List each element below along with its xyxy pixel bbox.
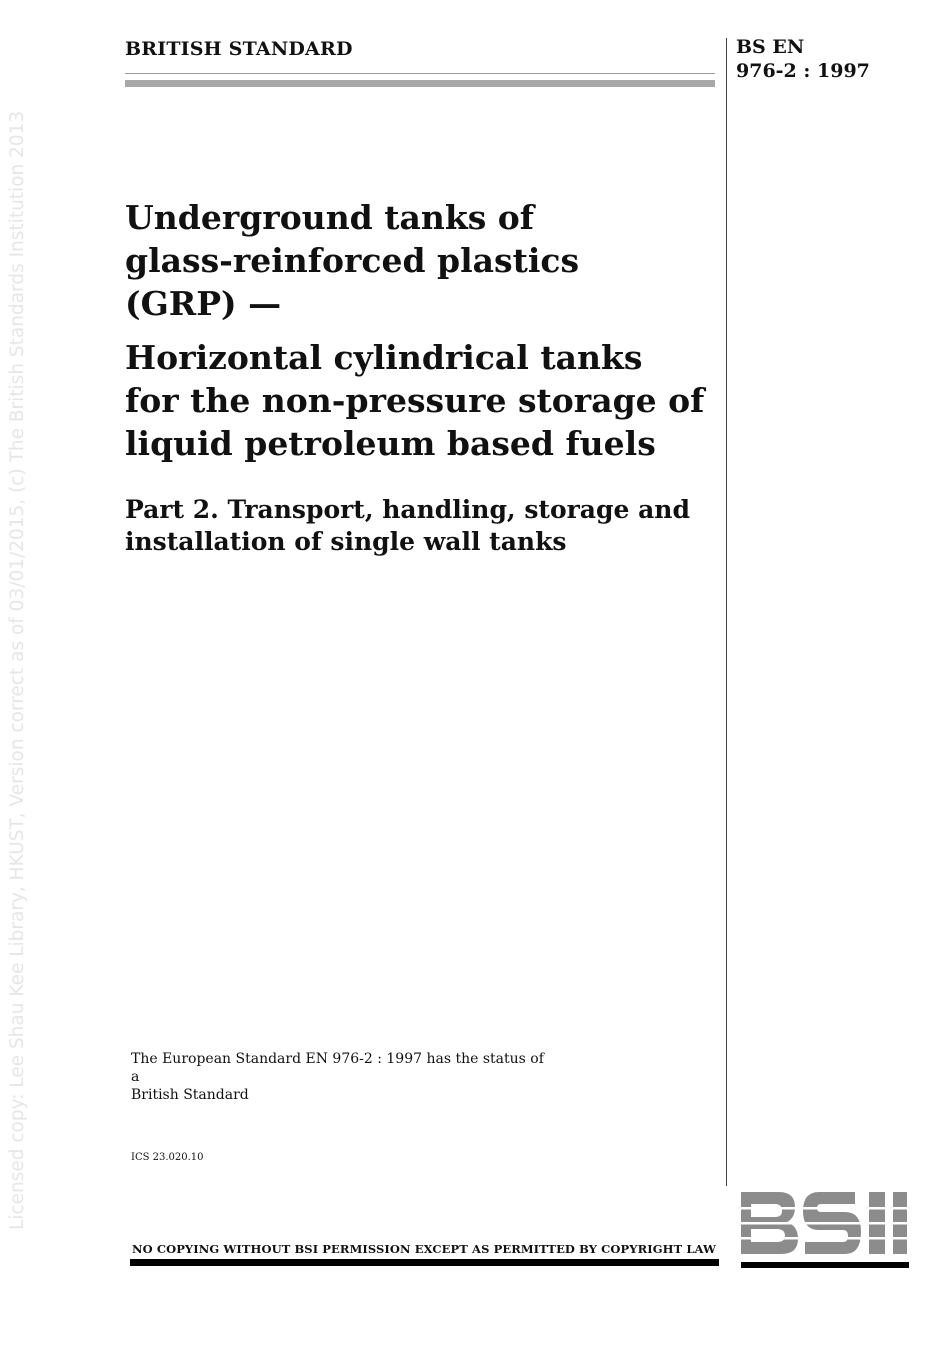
part-title-line: installation of single wall tanks — [125, 527, 567, 556]
status-note — [131, 1050, 551, 1104]
standard-number — [736, 35, 870, 83]
sub-title — [125, 336, 725, 465]
status-note-line: British Standard — [131, 1087, 249, 1103]
footer-rule — [130, 1259, 719, 1266]
standard-number-line2: 976-2 : 1997 — [736, 60, 870, 82]
sub-title-line: for the non-pressure storage of — [125, 381, 705, 420]
status-note-line: The European Standard EN 976-2 : 1997 has the status of a — [131, 1051, 544, 1085]
ics-code: ICS 23.020.10 — [131, 1152, 204, 1163]
main-title-line: (GRP) — — [125, 284, 282, 323]
sub-title-line: liquid petroleum based fuels — [125, 424, 656, 463]
vertical-divider — [726, 38, 727, 1186]
header-label: BRITISH STANDARD — [125, 38, 353, 60]
sub-title-line: Horizontal cylindrical tanks — [125, 338, 643, 377]
bsi-logo — [741, 1192, 909, 1268]
license-watermark: Licensed copy: Lee Shau Kee Library, HKUST, Version correct as of 03/01/2015, (c) The British Standards Institution 2013 — [7, 110, 28, 1230]
main-title-line: glass-reinforced plastics — [125, 241, 580, 280]
main-title-line: Underground tanks of — [125, 198, 535, 237]
header-thin-rule — [125, 73, 715, 74]
header-thick-rule — [125, 80, 715, 87]
standard-number-line1: BS EN — [736, 36, 805, 58]
part-title — [125, 494, 725, 558]
copyright-notice: NO COPYING WITHOUT BSI PERMISSION EXCEPT AS PERMITTED BY COPYRIGHT LAW — [131, 1242, 717, 1256]
main-title — [125, 196, 725, 325]
part-title-line: Part 2. Transport, handling, storage and — [125, 495, 690, 524]
